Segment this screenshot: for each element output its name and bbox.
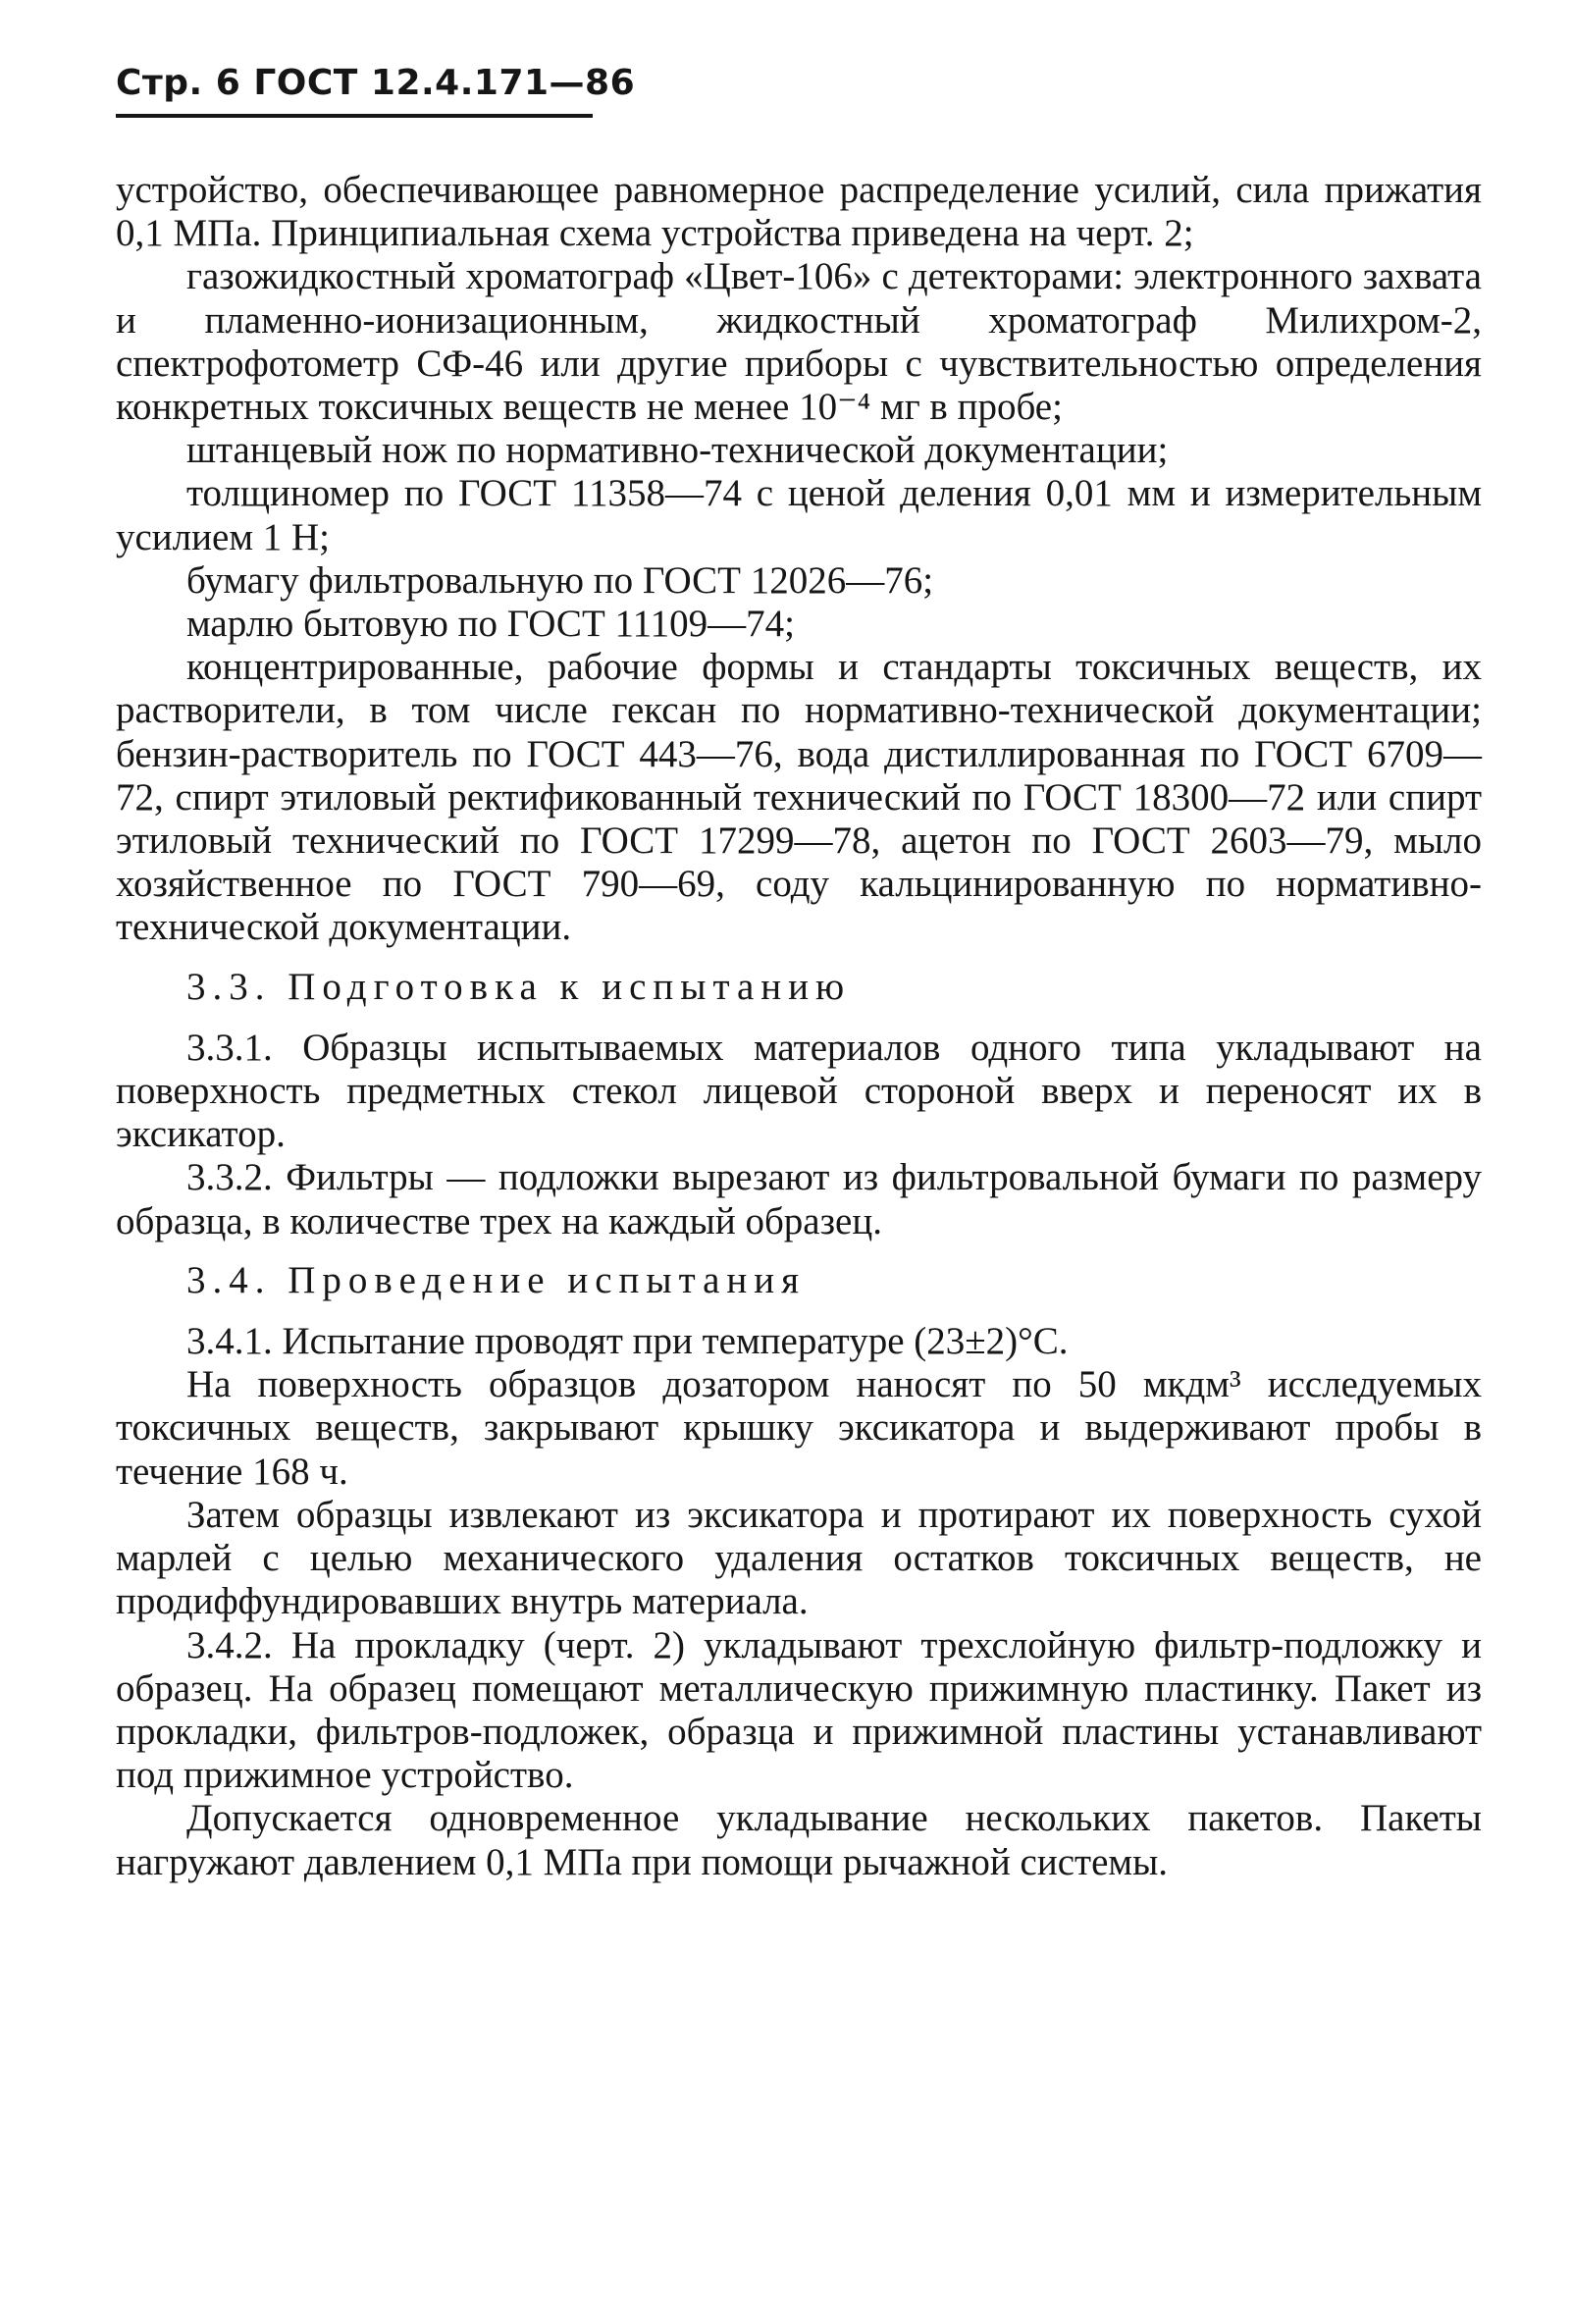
header-rule xyxy=(116,114,593,118)
paragraph-device-continued: устройство, обеспечивающее равномерное распределение усилий, сила прижатия 0,1 МПа. Принципиальная схема устройства приведена на черт. 2; xyxy=(116,169,1482,255)
paragraph-punch-knife: штанцевый нож по нормативно-технической документации; xyxy=(186,429,1169,472)
paragraph-gauze: марлю бытовую по ГОСТ 11109—74; xyxy=(186,603,795,646)
paragraph-application: На поверхность образцов дозатором наносят по 50 мкдм³ исследуемых токсичных веществ, закрывают крышку эксикатора и выдерживают пробы в течение 168 ч. xyxy=(116,1363,1482,1493)
paragraph-wiping: Затем образцы извлекают из эксикатора и протирают их поверхность сухой марлей с целью механического удаления остатков токсичных веществ, не продиффундировавших внутрь материала. xyxy=(116,1493,1482,1623)
paragraph-3-4-1: 3.4.1. Испытание проводят при температуре (23±2)°С. xyxy=(186,1320,1069,1363)
section-heading-conducting-test: 3.4. Проведение испытания xyxy=(186,1258,807,1301)
paragraph-chromatograph: газожидкостный хроматограф «Цвет-106» с детекторами: электронного захвата и пламенно-ионизационным, жидкостный хроматограф Милихром-2, спектрофотометр СФ-46 или другие приборы с чувствительностью определения конкретных токсичных веществ не менее 10⁻⁴ мг в пробе; xyxy=(116,255,1482,429)
paragraph-reagents: концентрированные, рабочие формы и стандарты токсичных веществ, их растворители, в том числе гексан по нормативно-технической документации; бензин-растворитель по ГОСТ 443—76, вода дистиллированная по ГОСТ 6709—72, спирт этиловый ректификованный технический по ГОСТ 18300—72 или спирт этиловый технический по ГОСТ 17299—78, ацетон по ГОСТ 2603—79, мыло хозяйственное по ГОСТ 790—69, соду кальцинированную по нормативно-технической документации. xyxy=(116,646,1482,949)
paragraph-3-4-2: 3.4.2. На прокладку (черт. 2) укладывают трехслойную фильтр-подложку и образец. На образец помещают металлическую прижимную пластинку. Пакет из прокладки, фильтров-подложек, образца и прижимной пластины устанавливают под прижимное устройство. xyxy=(116,1623,1482,1797)
paragraph-3-3-1: 3.3.1. Образцы испытываемых материалов одного типа укладывают на поверхность предметных стекол лицевой стороной вверх и переносят их в эксикатор. xyxy=(116,1026,1482,1156)
paragraph-multiple-packets: Допускается одновременное укладывание нескольких пакетов. Пакеты нагружают давлением 0,1 МПа при помощи рычажной системы. xyxy=(116,1797,1482,1883)
paragraph-3-3-2: 3.3.2. Фильтры — подложки вырезают из фильтровальной бумаги по размеру образца, в количестве трех на каждый образец. xyxy=(116,1156,1482,1242)
section-heading-preparation: 3.3. Подготовка к испытанию xyxy=(186,965,852,1008)
paragraph-thickness-gauge: толщиномер по ГОСТ 11358—74 с ценой деления 0,01 мм и измерительным усилием 1 Н; xyxy=(116,472,1482,558)
document-body xyxy=(116,169,1482,1884)
page-header: Стр. 6 ГОСТ 12.4.171—86 xyxy=(116,63,636,103)
paragraph-filter-paper: бумагу фильтровальную по ГОСТ 12026—76; xyxy=(186,558,934,602)
